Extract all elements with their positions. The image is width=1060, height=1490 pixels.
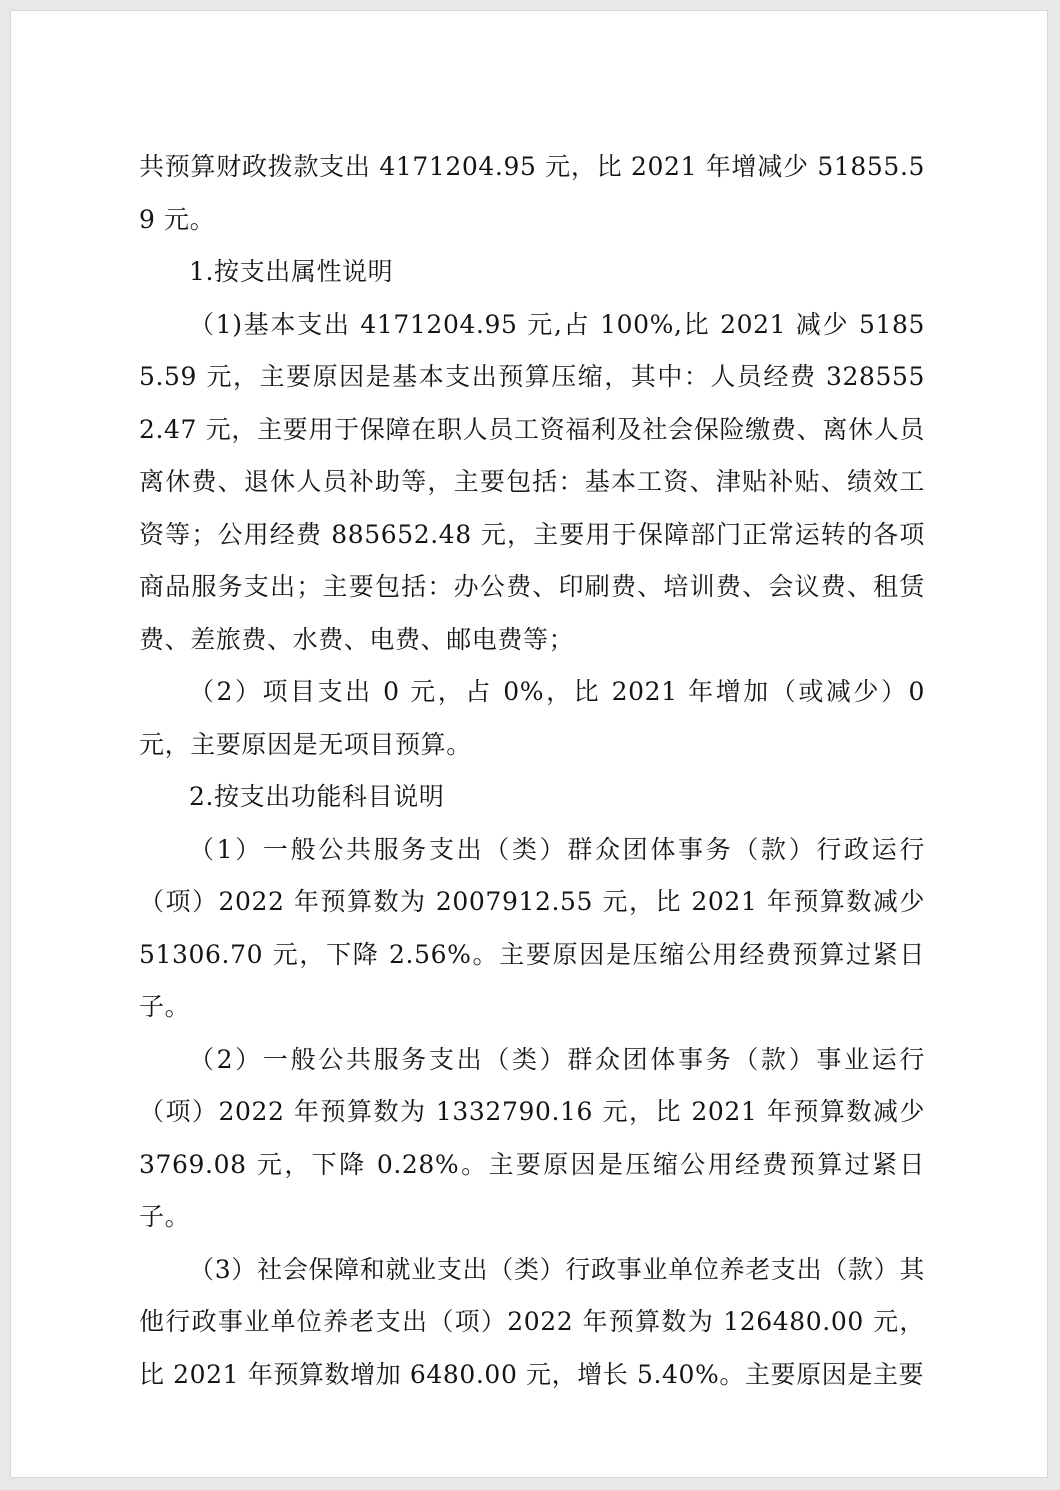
paragraph-total-expenditure: 共预算财政拨款支出 4171204.95 元，比 2021 年增减少 51855.59 元。: [139, 152, 925, 234]
paragraph-business-operation: （2）一般公共服务支出（类）群众团体事务（款）事业运行（项）2022 年预算数为 1332790.16 元，比 2021 年预算数减少 3769.08 元，下降 0.28%。主要原因是压缩公用经费预算过紧日子。: [139, 1044, 925, 1231]
paragraph-basic-expenditure: （1)基本支出 4171204.95 元,占 100%,比 2021 减少 51855.59 元，主要原因是基本支出预算压缩，其中：人员经费 3285552.47 元，主要用于保障在职人员工资福利及社会保险缴费、离休人员离休费、退休人员补助等，主要包括：基本工资、津贴补贴、绩效工资等；公用经费 885652.48 元，主要用于保障部门正常运转的各项商品服务支出；主要包括：办公费、印刷费、培训费、会议费、租赁费、差旅费、水费、电费、邮电费等；: [139, 309, 925, 654]
heading-by-function: 2.按支出功能科目说明: [189, 782, 445, 811]
paragraph-admin-operation: （1）一般公共服务支出（类）群众团体事务（款）行政运行（项）2022 年预算数为 2007912.55 元，比 2021 年预算数减少 51306.70 元，下降 2.56%。主要原因是压缩公用经费预算过紧日子。: [139, 834, 925, 1021]
paragraph-project-expenditure: （2）项目支出 0 元，占 0%，比 2021 年增加（或减少）0 元，主要原因是无项目预算。: [139, 677, 925, 759]
paragraph-social-security: （3）社会保障和就业支出（类）行政事业单位养老支出（款）其他行政事业单位养老支出（项）2022 年预算数为 126480.00 元，比 2021 年预算数增加 6480.00 元，增长 5.40%。主要原因是主要: [139, 1254, 925, 1389]
document-page: [10, 10, 1048, 1478]
heading-by-attribute: 1.按支出属性说明: [189, 257, 394, 286]
document-body: [139, 141, 925, 1401]
